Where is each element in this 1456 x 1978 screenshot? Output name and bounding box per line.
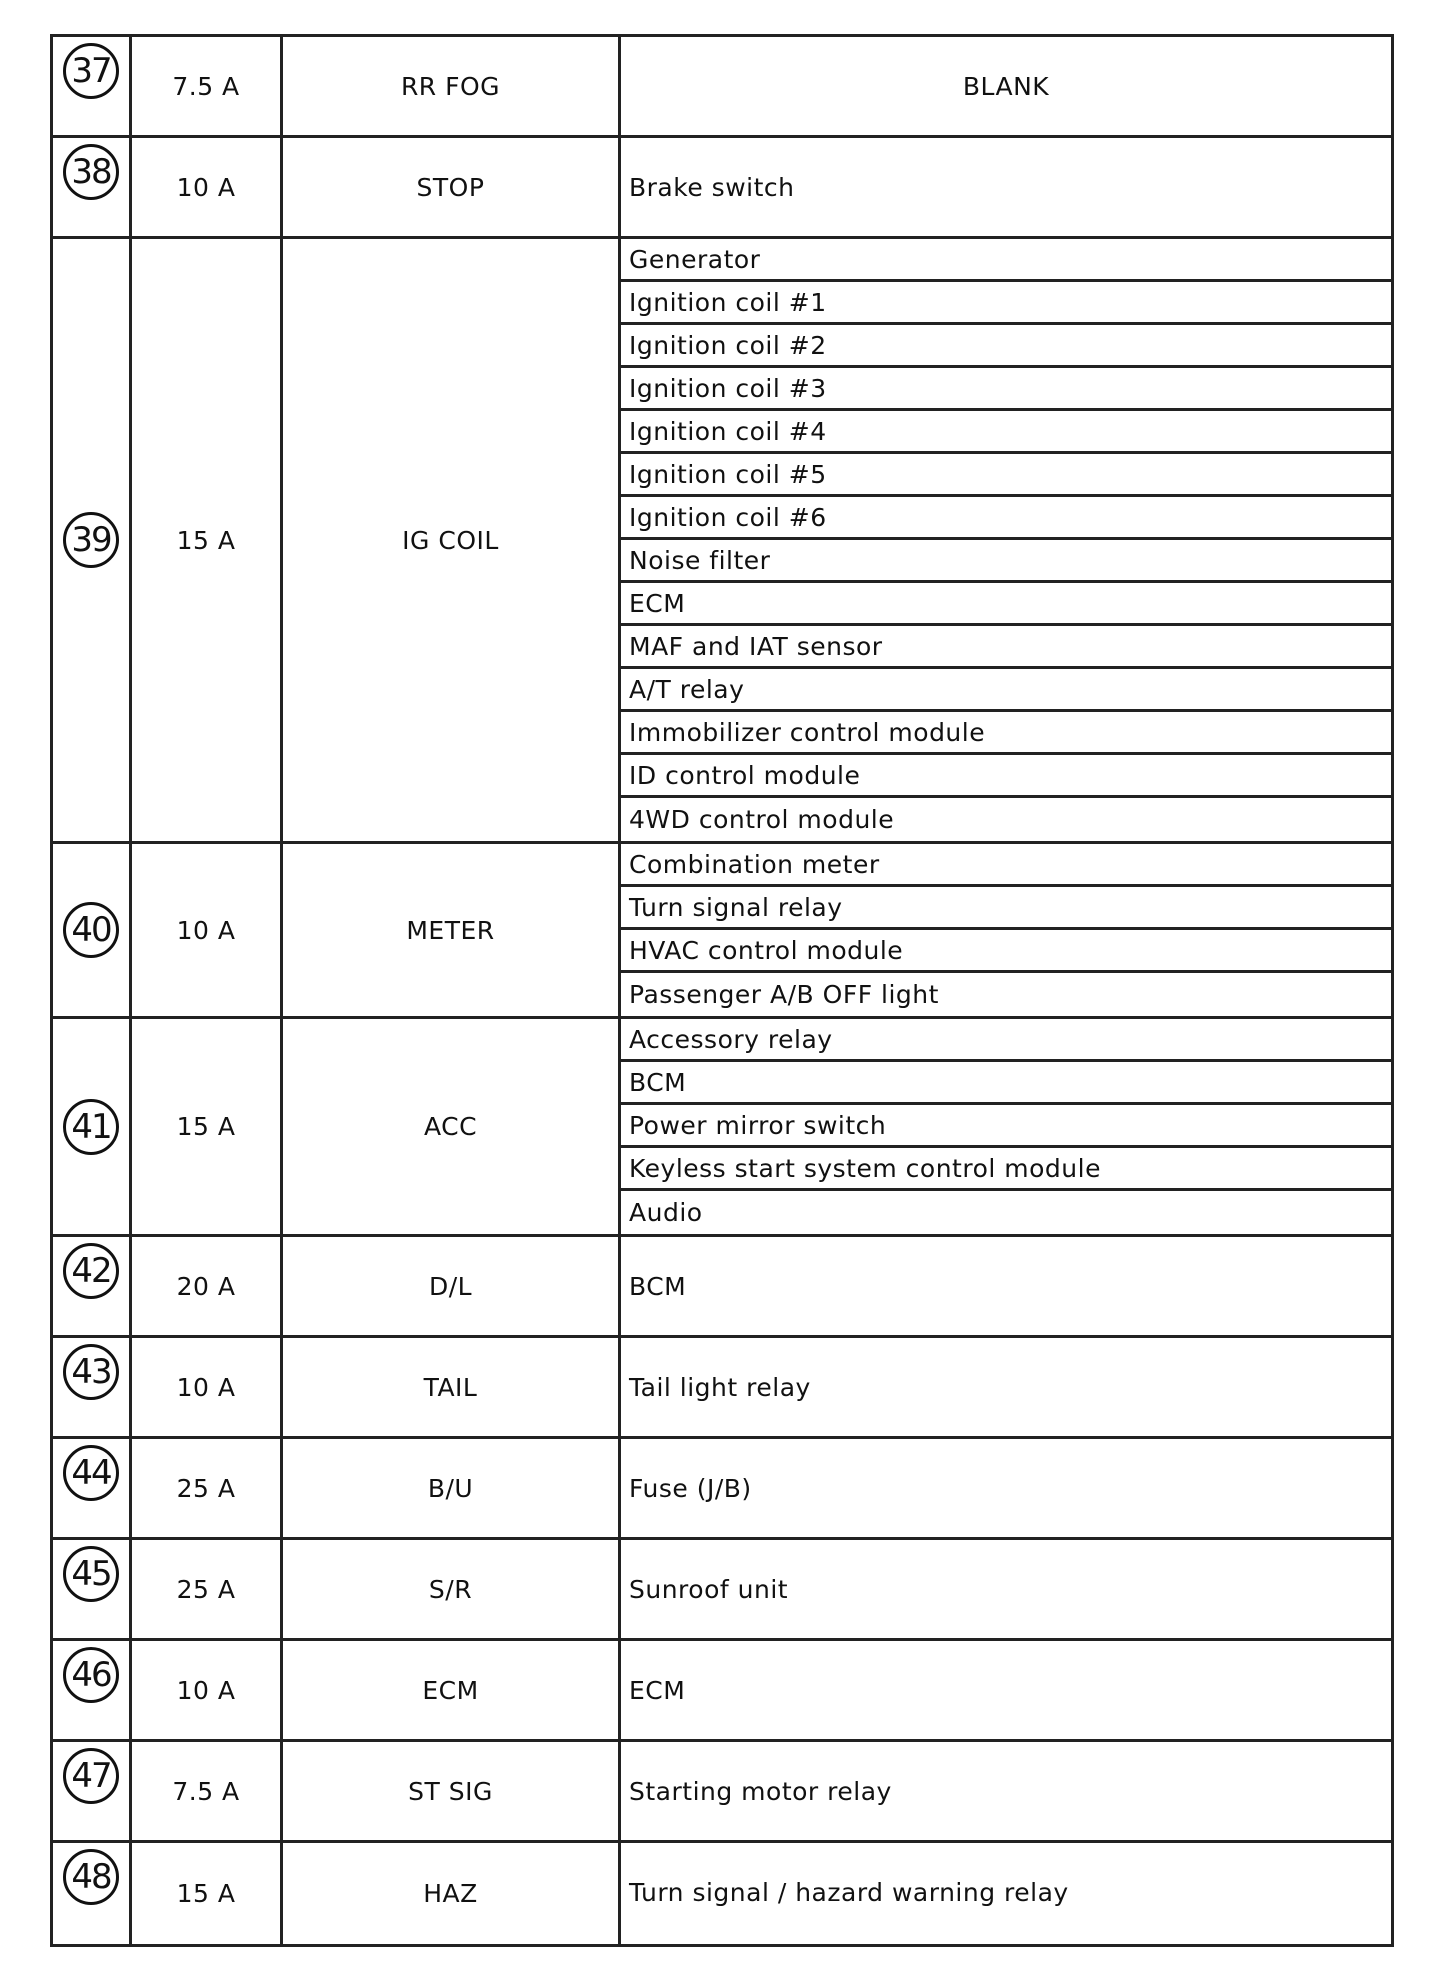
fuse-code: HAZ: [283, 1843, 621, 1944]
fuse-amperage: 15 A: [132, 1843, 283, 1944]
table-row: [53, 1540, 1391, 1641]
table-row: [53, 1843, 1391, 1944]
fuse-number: 46: [63, 1647, 119, 1703]
table-row: [53, 1237, 1391, 1338]
circuit-item: ID control module: [621, 755, 1391, 798]
table-row: [53, 1338, 1391, 1439]
fuse-code: ST SIG: [283, 1742, 621, 1840]
circuit-item: BCM: [621, 1062, 1391, 1105]
fuse-number: 39: [63, 512, 119, 568]
circuit-item: Generator: [621, 239, 1391, 282]
fuse-number: 42: [63, 1243, 119, 1299]
fuse-amperage: 25 A: [132, 1439, 283, 1537]
fuse-code: METER: [283, 844, 621, 1016]
table-row: [53, 1641, 1391, 1742]
fuse-amperage: 25 A: [132, 1540, 283, 1638]
fuse-code: STOP: [283, 138, 621, 236]
circuit-item: Turn signal / hazard warning relay: [629, 1877, 1069, 1907]
circuit-item: Ignition coil #3: [621, 368, 1391, 411]
circuit-item: Ignition coil #5: [621, 454, 1391, 497]
fuse-code: ACC: [283, 1019, 621, 1234]
table-row: [53, 1742, 1391, 1843]
fuse-amperage: 15 A: [132, 1019, 283, 1234]
fuse-code: TAIL: [283, 1338, 621, 1436]
circuit-item: 4WD control module: [629, 805, 895, 834]
fuse-code: ECM: [283, 1641, 621, 1739]
table-row: [53, 138, 1391, 239]
fuse-number: 40: [63, 902, 119, 958]
circuit-item: Brake switch: [629, 172, 795, 202]
fuse-code: RR FOG: [283, 37, 621, 135]
fuse-amperage: 10 A: [132, 1641, 283, 1739]
fuse-number: 37: [63, 43, 119, 99]
table-row: [53, 1019, 1391, 1237]
circuit-item: A/T relay: [621, 669, 1391, 712]
table-row: [53, 37, 1391, 138]
fuse-amperage: 20 A: [132, 1237, 283, 1335]
circuit-item: Power mirror switch: [621, 1105, 1391, 1148]
fuse-amperage: 7.5 A: [132, 1742, 283, 1840]
fuse-amperage: 7.5 A: [132, 37, 283, 135]
table-row: [53, 844, 1391, 1019]
fuse-number: 47: [63, 1748, 119, 1804]
fuse-amperage: 10 A: [132, 138, 283, 236]
circuit-item: Ignition coil #4: [621, 411, 1391, 454]
circuit-item: Keyless start system control module: [621, 1148, 1391, 1191]
fuse-amperage: 10 A: [132, 1338, 283, 1436]
circuit-item: Passenger A/B OFF light: [629, 980, 939, 1009]
circuit-item: Ignition coil #1: [621, 282, 1391, 325]
circuit-item: Audio: [629, 1198, 703, 1227]
circuit-item: Immobilizer control module: [621, 712, 1391, 755]
circuit-item: Fuse (J/B): [629, 1473, 752, 1503]
circuit-item: BLANK: [962, 71, 1050, 101]
fuse-number: 44: [63, 1445, 119, 1501]
table-row: [53, 1439, 1391, 1540]
table-row: [53, 239, 1391, 844]
fuse-number: 41: [63, 1099, 119, 1155]
fuse-number: 45: [63, 1546, 119, 1602]
circuit-item: ECM: [629, 1675, 686, 1705]
circuit-item: Noise filter: [621, 540, 1391, 583]
circuit-item: BCM: [629, 1271, 687, 1301]
circuit-item: MAF and IAT sensor: [621, 626, 1391, 669]
fuse-number: 38: [63, 144, 119, 200]
fuse-amperage: 10 A: [132, 844, 283, 1016]
circuit-item: Sunroof unit: [629, 1574, 789, 1604]
fuse-code: S/R: [283, 1540, 621, 1638]
circuit-item: ECM: [621, 583, 1391, 626]
circuit-item: Accessory relay: [621, 1019, 1391, 1062]
fuse-table: [50, 34, 1394, 1947]
circuit-item: Combination meter: [621, 844, 1391, 887]
fuse-code: D/L: [283, 1237, 621, 1335]
circuit-item: Ignition coil #2: [621, 325, 1391, 368]
fuse-number: 43: [63, 1344, 119, 1400]
circuit-item: Starting motor relay: [629, 1776, 892, 1806]
circuit-item: HVAC control module: [621, 930, 1391, 973]
fuse-number: 48: [63, 1849, 119, 1905]
circuit-item: Tail light relay: [629, 1372, 811, 1402]
circuit-item: Ignition coil #6: [621, 497, 1391, 540]
fuse-code: B/U: [283, 1439, 621, 1537]
fuse-amperage: 15 A: [132, 239, 283, 841]
circuit-item: Turn signal relay: [621, 887, 1391, 930]
fuse-code: IG COIL: [283, 239, 621, 841]
